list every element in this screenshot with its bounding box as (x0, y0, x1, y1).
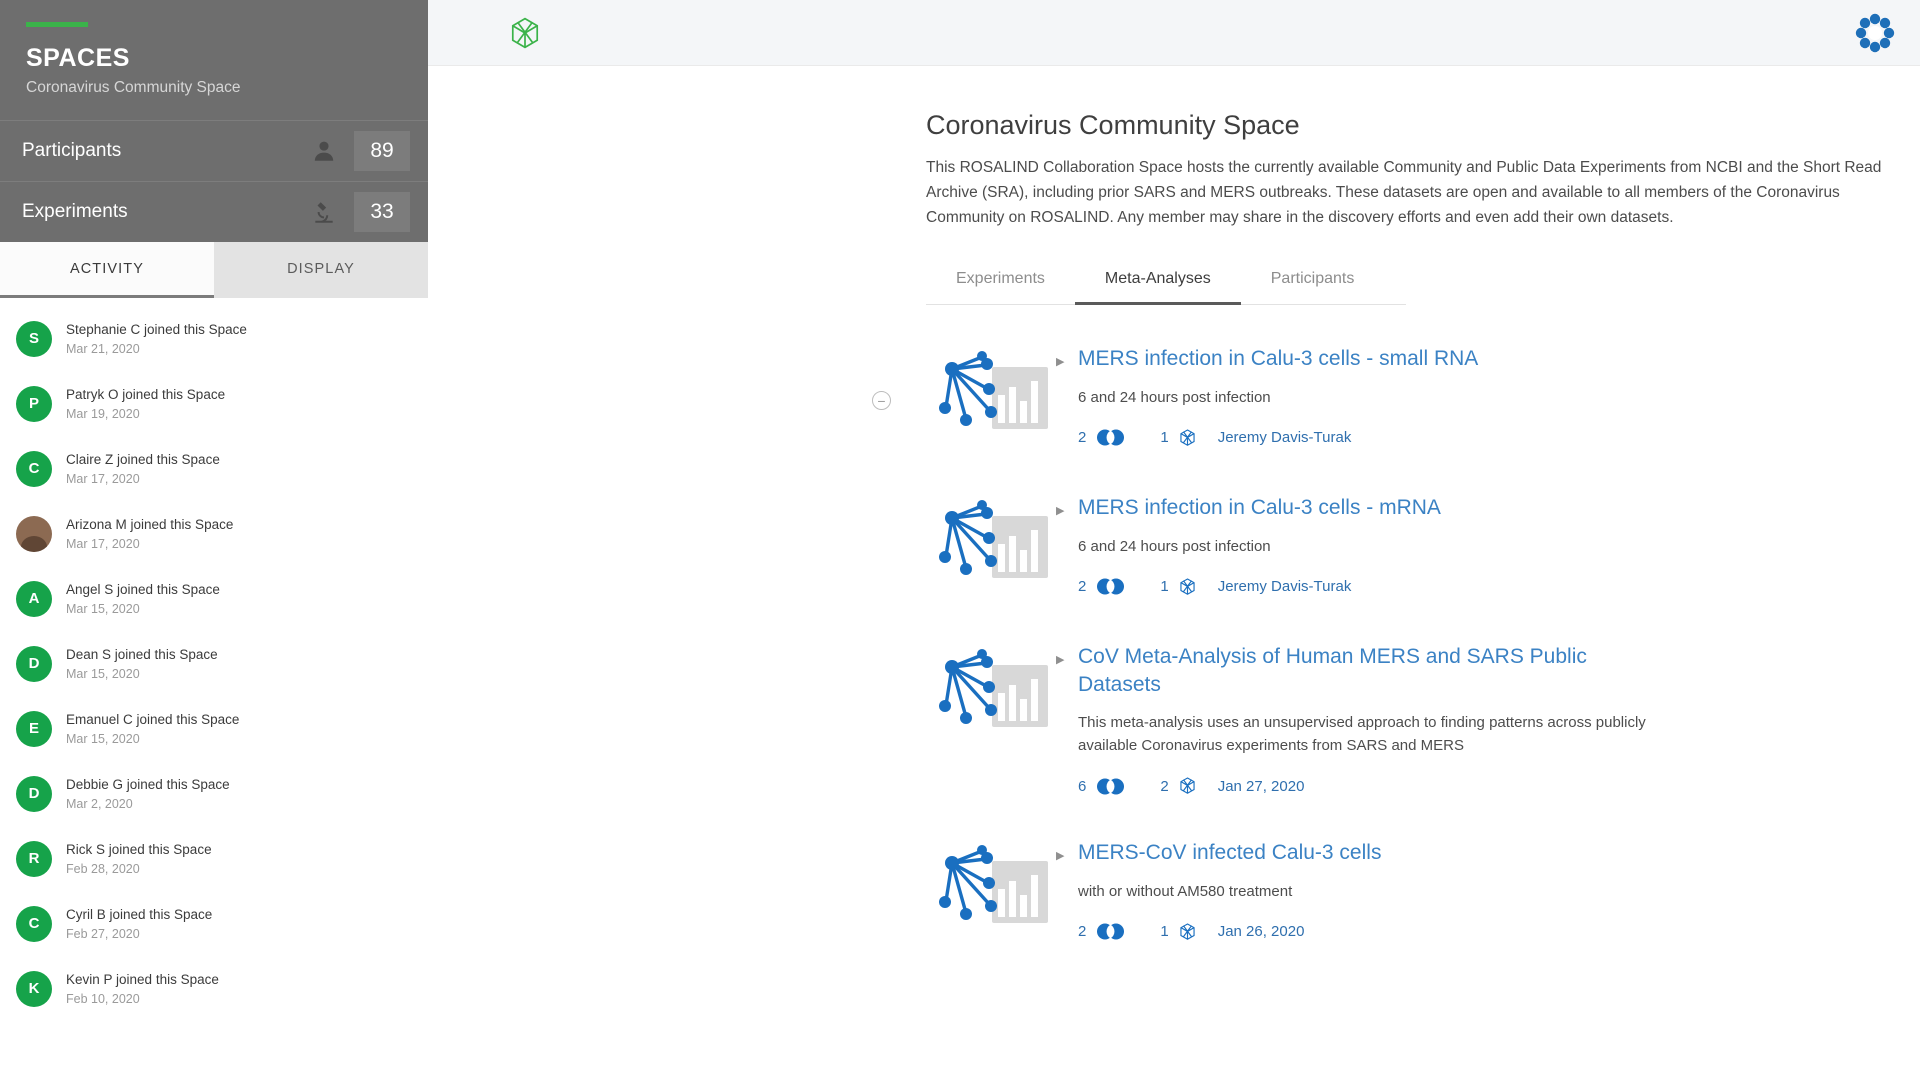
avatar: R (16, 841, 52, 877)
main-region (428, 0, 1920, 1080)
activity-list (0, 298, 428, 1080)
participants-count: 89 (354, 131, 410, 171)
activity-item[interactable] (0, 566, 428, 631)
comparison-count: 2 (1078, 923, 1087, 941)
activity-date: Mar 15, 2020 (66, 732, 140, 747)
activity-item[interactable] (0, 761, 428, 826)
avatar (16, 516, 52, 552)
activity-text: Patryk O joined this Space (66, 386, 226, 402)
activity-item[interactable] (0, 956, 428, 1021)
activity-date: Mar 21, 2020 (66, 342, 140, 357)
activity-date: Feb 10, 2020 (66, 992, 140, 1007)
tab-activity[interactable]: ACTIVITY (0, 242, 214, 298)
experiment-count: 1 (1160, 923, 1169, 941)
meta-analysis-item[interactable] (926, 335, 1920, 484)
avatar: P (16, 386, 52, 422)
activity-text: Emanuel C joined this Space (66, 711, 240, 727)
activity-date: Feb 28, 2020 (66, 862, 140, 877)
activity-date: Mar 17, 2020 (66, 472, 140, 487)
meta-analysis-owner[interactable]: Jeremy Davis-Turak (1217, 429, 1352, 447)
activity-text: Stephanie C joined this Space (66, 321, 247, 337)
activity-text: Claire Z joined this Space (66, 451, 220, 467)
activity-item[interactable] (0, 306, 428, 371)
meta-analysis-title[interactable]: CoV Meta-Analysis of Human MERS and SARS Public Datasets (1078, 645, 1587, 696)
activity-date: Feb 27, 2020 (66, 927, 140, 942)
meta-analysis-title[interactable]: MERS infection in Calu-3 cells - small RNA (1078, 347, 1479, 371)
activity-item[interactable] (0, 826, 428, 891)
meta-analysis-description: 6 and 24 hours post infection (1078, 537, 1271, 555)
sidebar-header (0, 0, 428, 120)
avatar: S (16, 321, 52, 357)
avatar: C (16, 451, 52, 487)
experiments-label: Experiments (22, 201, 128, 222)
tab-experiments[interactable]: Experiments (956, 270, 1045, 288)
activity-text: Angel S joined this Space (66, 581, 220, 597)
sidebar-tabs (0, 242, 428, 298)
activity-date: Mar 19, 2020 (66, 407, 140, 422)
page-title: Coronavirus Community Space (926, 110, 1300, 140)
activity-text: Debbie G joined this Space (66, 776, 230, 792)
collapse-toggle-icon[interactable]: − (872, 391, 891, 410)
activity-item[interactable] (0, 891, 428, 956)
activity-text: Cyril B joined this Space (66, 906, 213, 922)
avatar: D (16, 776, 52, 812)
meta-analysis-title[interactable]: MERS-CoV infected Calu-3 cells (1078, 841, 1382, 865)
meta-analysis-owner[interactable]: Jan 27, 2020 (1217, 777, 1305, 795)
activity-date: Mar 2, 2020 (66, 797, 133, 812)
meta-analysis-title[interactable]: MERS infection in Calu-3 cells - mRNA (1078, 496, 1441, 520)
activity-item[interactable] (0, 501, 428, 566)
network-chart-icon (926, 494, 1056, 599)
expand-caret-icon[interactable]: ▶ (1056, 654, 1065, 667)
accent-bar (26, 22, 88, 27)
tab-meta-analyses[interactable]: Meta-Analyses (1075, 256, 1241, 305)
activity-date: Mar 17, 2020 (66, 537, 140, 552)
meta-analysis-description: with or without AM580 treatment (1078, 882, 1293, 900)
experiment-cube-icon (1179, 578, 1196, 596)
meta-analysis-description: This meta-analysis uses an unsupervised approach to finding patterns across publicly available Coronavirus experiments from SARS and MERS (1078, 713, 1646, 755)
stat-row-experiments[interactable] (0, 181, 428, 242)
activity-item[interactable] (0, 371, 428, 436)
sidebar (0, 0, 428, 1080)
spaces-title: SPACES (26, 44, 130, 72)
network-chart-icon (926, 345, 1056, 450)
expand-caret-icon[interactable]: ▶ (1056, 505, 1065, 518)
expand-caret-icon[interactable]: ▶ (1056, 356, 1065, 369)
microscope-icon (304, 199, 344, 225)
meta-analysis-description: 6 and 24 hours post infection (1078, 388, 1271, 406)
experiment-count: 1 (1160, 429, 1169, 447)
user-avatar-icon[interactable] (1854, 12, 1896, 54)
expand-caret-icon[interactable]: ▶ (1056, 850, 1065, 863)
hexagon-logo-icon[interactable] (508, 16, 542, 50)
activity-item[interactable] (0, 696, 428, 761)
activity-text: Arizona M joined this Space (66, 516, 234, 532)
person-icon (304, 138, 344, 164)
experiment-cube-icon (1179, 429, 1196, 447)
activity-text: Rick S joined this Space (66, 841, 212, 857)
avatar: E (16, 711, 52, 747)
comparison-icon (1096, 429, 1126, 446)
activity-item[interactable] (0, 631, 428, 696)
activity-date: Mar 15, 2020 (66, 667, 140, 682)
experiment-count: 2 (1160, 777, 1169, 795)
avatar: A (16, 581, 52, 617)
meta-analysis-meta (1078, 429, 1920, 447)
avatar: K (16, 971, 52, 1007)
meta-analysis-meta (1078, 923, 1920, 941)
meta-analysis-item[interactable] (926, 633, 1920, 829)
activity-text: Kevin P joined this Space (66, 971, 219, 987)
participants-label: Participants (22, 140, 122, 161)
main-tabs (926, 256, 1406, 305)
experiments-count: 33 (354, 192, 410, 232)
stat-row-participants[interactable] (0, 120, 428, 181)
experiment-cube-icon (1179, 777, 1196, 795)
network-chart-icon (926, 643, 1056, 795)
avatar: C (16, 906, 52, 942)
comparison-count: 2 (1078, 429, 1087, 447)
tab-participants[interactable]: Participants (1270, 270, 1355, 288)
meta-analysis-item[interactable] (926, 484, 1920, 633)
meta-analysis-meta (1078, 578, 1920, 596)
meta-analysis-meta (1078, 777, 1920, 795)
meta-analysis-owner[interactable]: Jan 26, 2020 (1217, 923, 1305, 941)
meta-analysis-owner[interactable]: Jeremy Davis-Turak (1217, 578, 1352, 596)
activity-item[interactable] (0, 436, 428, 501)
page-description: This ROSALIND Collaboration Space hosts the currently available Community and Public Data Experiments from NCBI and the Short Read Archive (SRA), including prior SARS and MERS outbreaks. These datasets are open and available to all members of the Coronavirus Community on ROSALIND. Any member may share in the discovery efforts and even add their own datasets. (926, 159, 1882, 227)
top-bar (428, 0, 1920, 66)
comparison-count: 2 (1078, 578, 1087, 596)
tab-display[interactable]: DISPLAY (214, 242, 428, 298)
avatar: D (16, 646, 52, 682)
space-name: Coronavirus Community Space (26, 78, 241, 96)
experiment-cube-icon (1179, 923, 1196, 941)
meta-analysis-item[interactable] (926, 829, 1920, 978)
comparison-icon (1096, 923, 1126, 940)
comparison-icon (1096, 778, 1126, 795)
content-area (428, 66, 1920, 978)
comparison-count: 6 (1078, 777, 1087, 795)
network-chart-icon (926, 839, 1056, 944)
activity-date: Mar 15, 2020 (66, 602, 140, 617)
meta-analysis-list (877, 335, 1920, 978)
activity-text: Dean S joined this Space (66, 646, 218, 662)
comparison-icon (1096, 578, 1126, 595)
experiment-count: 1 (1160, 578, 1169, 596)
